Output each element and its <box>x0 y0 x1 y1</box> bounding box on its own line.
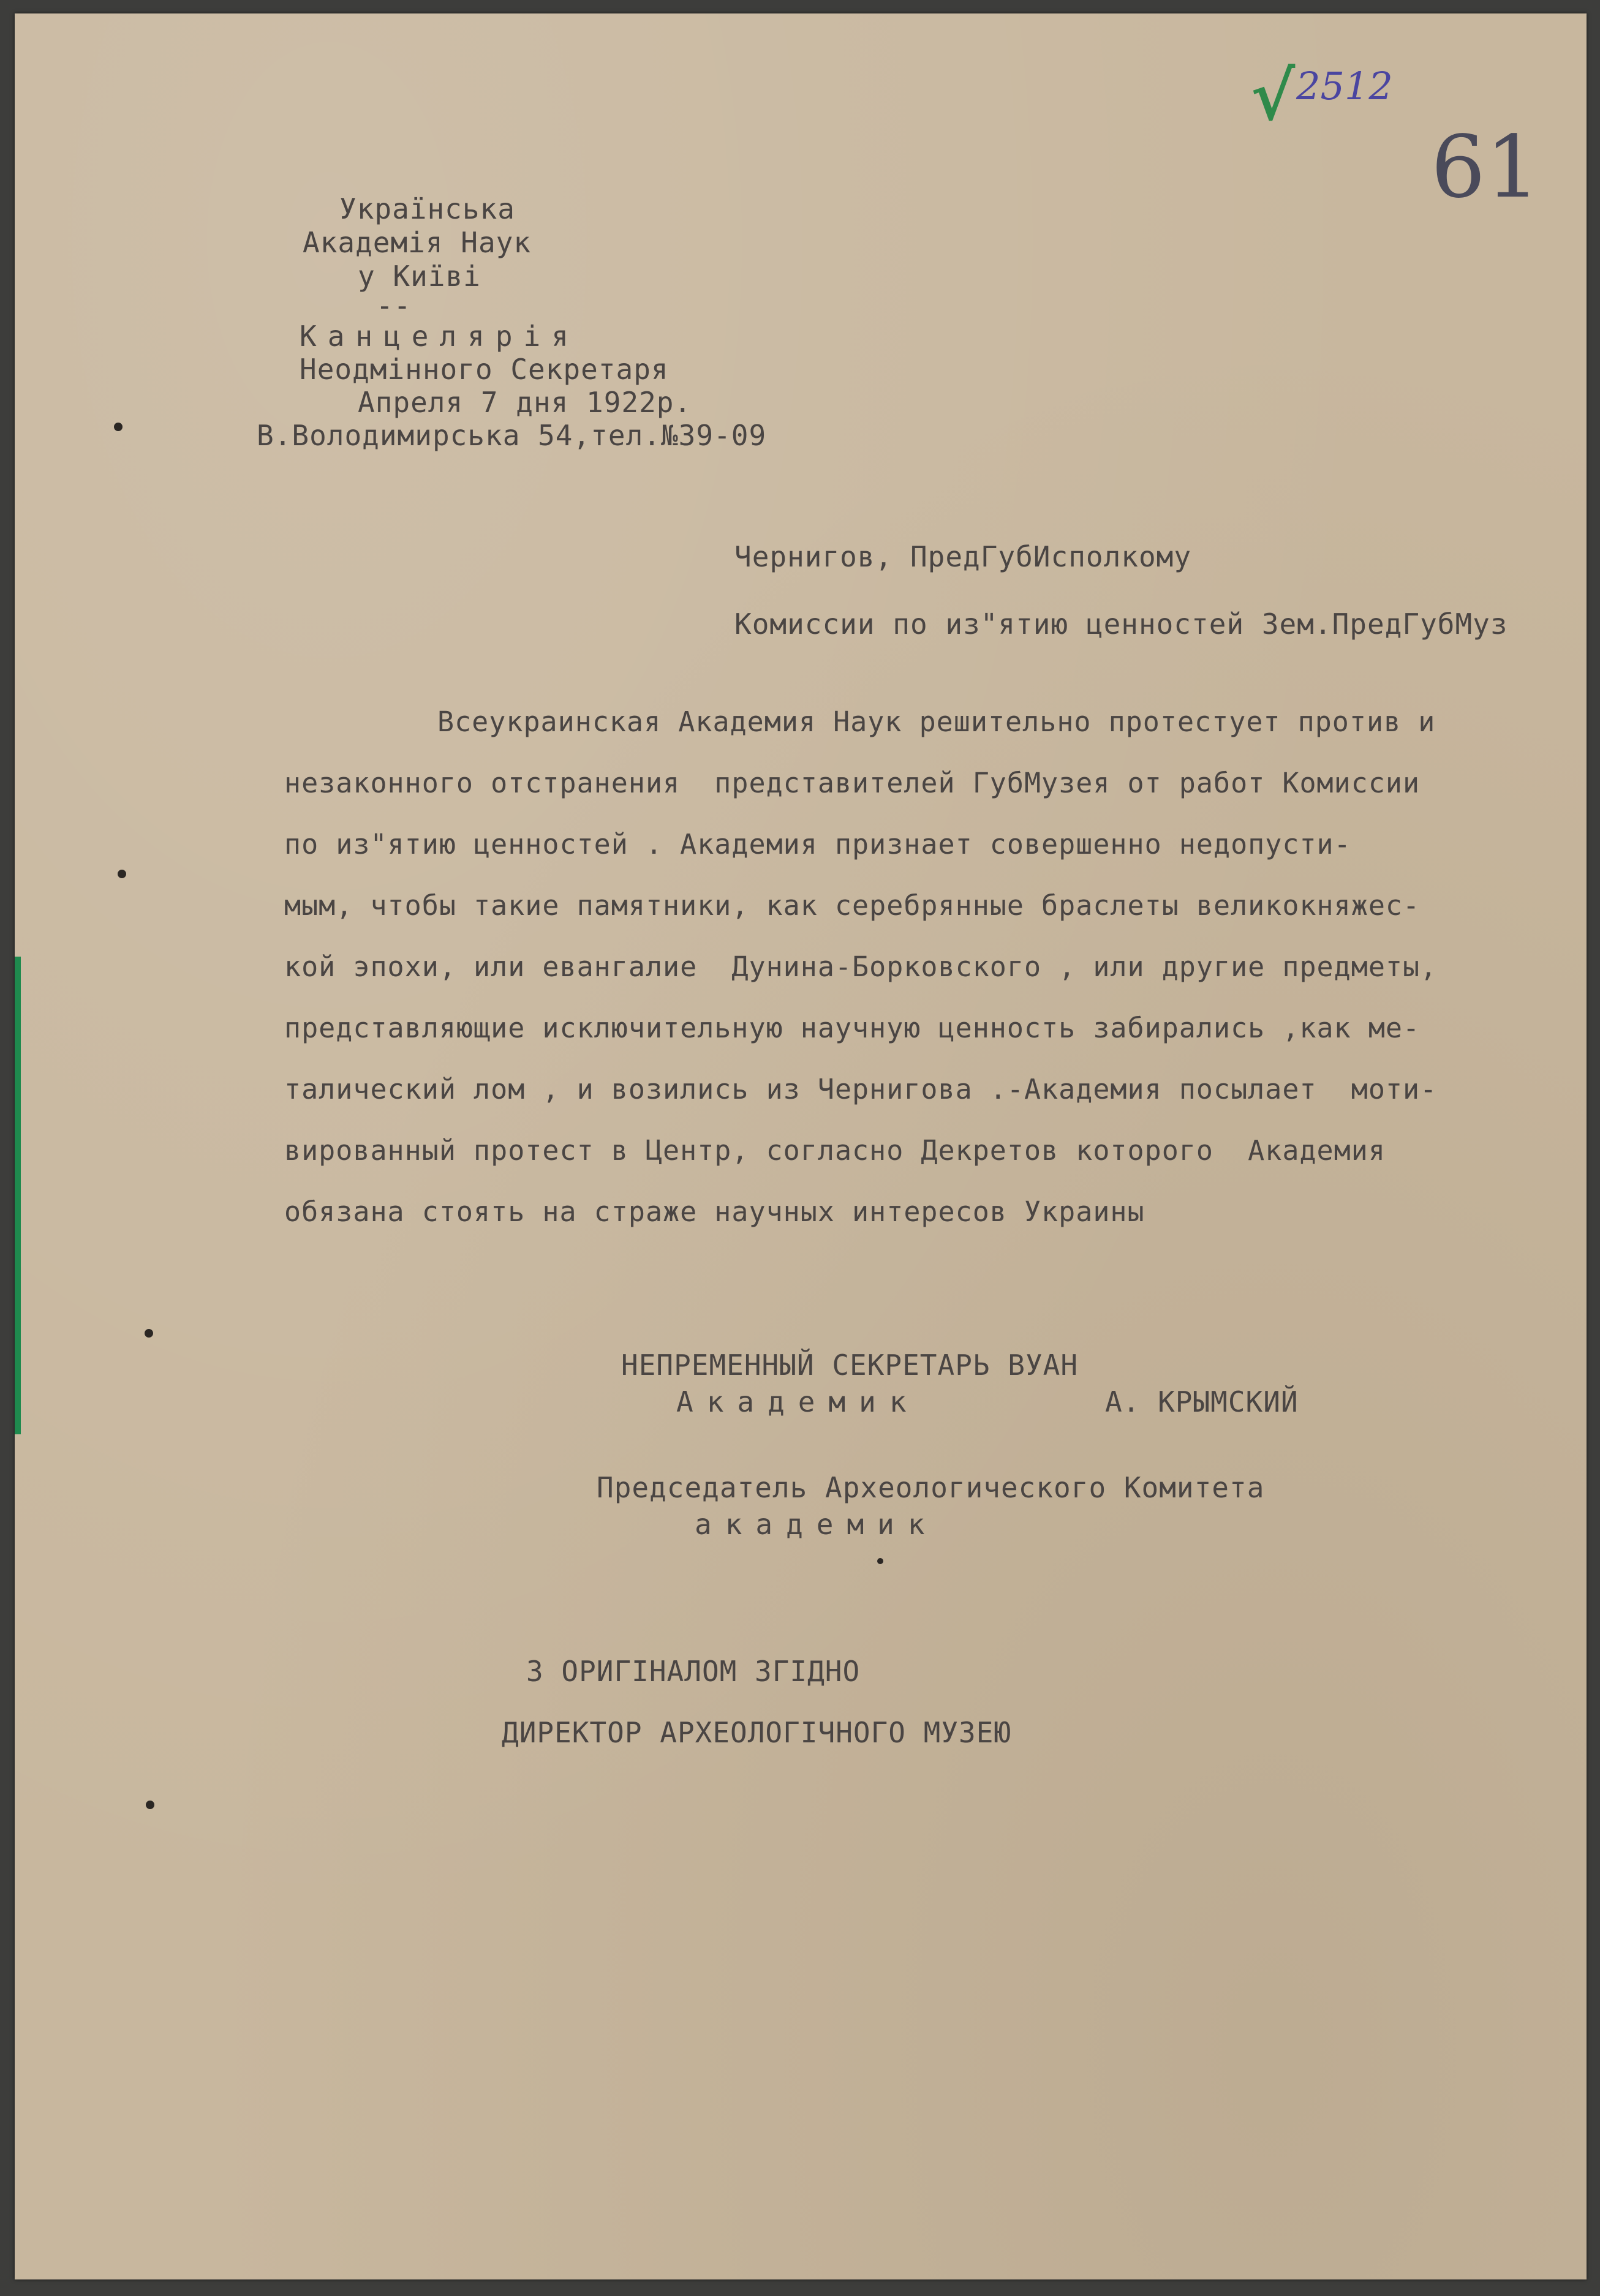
certification-line-1: З ОРИГІНАЛОМ ЗГІДНО <box>526 1655 861 1688</box>
green-edge-strip <box>15 957 21 1434</box>
paper-speck <box>145 1329 153 1338</box>
body-line-3: по из"ятию ценностей . Академия признает совершенно недопусти- <box>284 828 1351 860</box>
chair-rank: академик <box>695 1508 938 1541</box>
addressee-line-2: Комиссии по из"ятию ценностей Зем.ПредГубМуз <box>734 608 1508 641</box>
letterhead-line-3: у Київі <box>358 260 481 293</box>
document-page <box>15 13 1587 2279</box>
paper-speck <box>118 870 126 878</box>
letterhead-divider: -- <box>376 289 412 322</box>
check-mark: √ <box>1251 56 1296 135</box>
chair-title: Председатель Археологического Комитета <box>597 1471 1265 1504</box>
secretary-rank: Академик <box>676 1385 920 1418</box>
body-line-9: обязана стоять на страже научных интересов Украины <box>284 1195 1145 1228</box>
body-line-2: незаконного отстранения представителей ГубМузея от работ Комиссии <box>284 767 1421 799</box>
body-line-5: кой эпохи, или евангалие Дунина-Борковского , или другие предметы, <box>284 950 1438 983</box>
page-number: 61 <box>1431 118 1541 217</box>
body-line-7: талический лом , и возились из Чернигова .-Академия посылает моти- <box>284 1073 1438 1105</box>
certification-line-2: ДИРЕКТОР АРХЕОЛОГІЧНОГО МУЗЕЮ <box>502 1716 1012 1749</box>
letterhead-line-2: Академія Наук <box>303 226 532 259</box>
body-line-1: Всеукраинская Академия Наук решительно протестует против и <box>437 706 1436 738</box>
secretary-title: НЕПРЕМЕННЫЙ СЕКРЕТАРЬ ВУАН <box>621 1349 1079 1382</box>
secretary-name: А. КРЫМСКИЙ <box>1105 1385 1299 1418</box>
paper-speck <box>146 1801 154 1809</box>
letterhead-line-5: Канцелярія <box>300 320 579 353</box>
addressee-line-1: Чернигов, ПредГубИсполкому <box>734 540 1192 573</box>
letterhead-address: В.Володимирська 54,тел.№39-09 <box>257 419 767 452</box>
body-line-6: представляющие исключительную научную ценность забирались ,как ме- <box>284 1012 1421 1044</box>
letterhead-line-6: Неодмінного Секретаря <box>300 353 669 386</box>
body-line-8: вированный протест в Центр, согласно Декретов которого Академия <box>284 1134 1386 1167</box>
body-line-4: мым, чтобы такие памятники, как серебрянные браслеты великокняжес- <box>284 889 1421 922</box>
paper-speck <box>114 423 123 431</box>
letterhead-line-1: Українська <box>339 192 515 225</box>
paper-speck <box>877 1558 883 1564</box>
letterhead-date: Апреля 7 дня 1922р. <box>358 386 692 419</box>
archive-number: 2512 <box>1296 64 1393 108</box>
